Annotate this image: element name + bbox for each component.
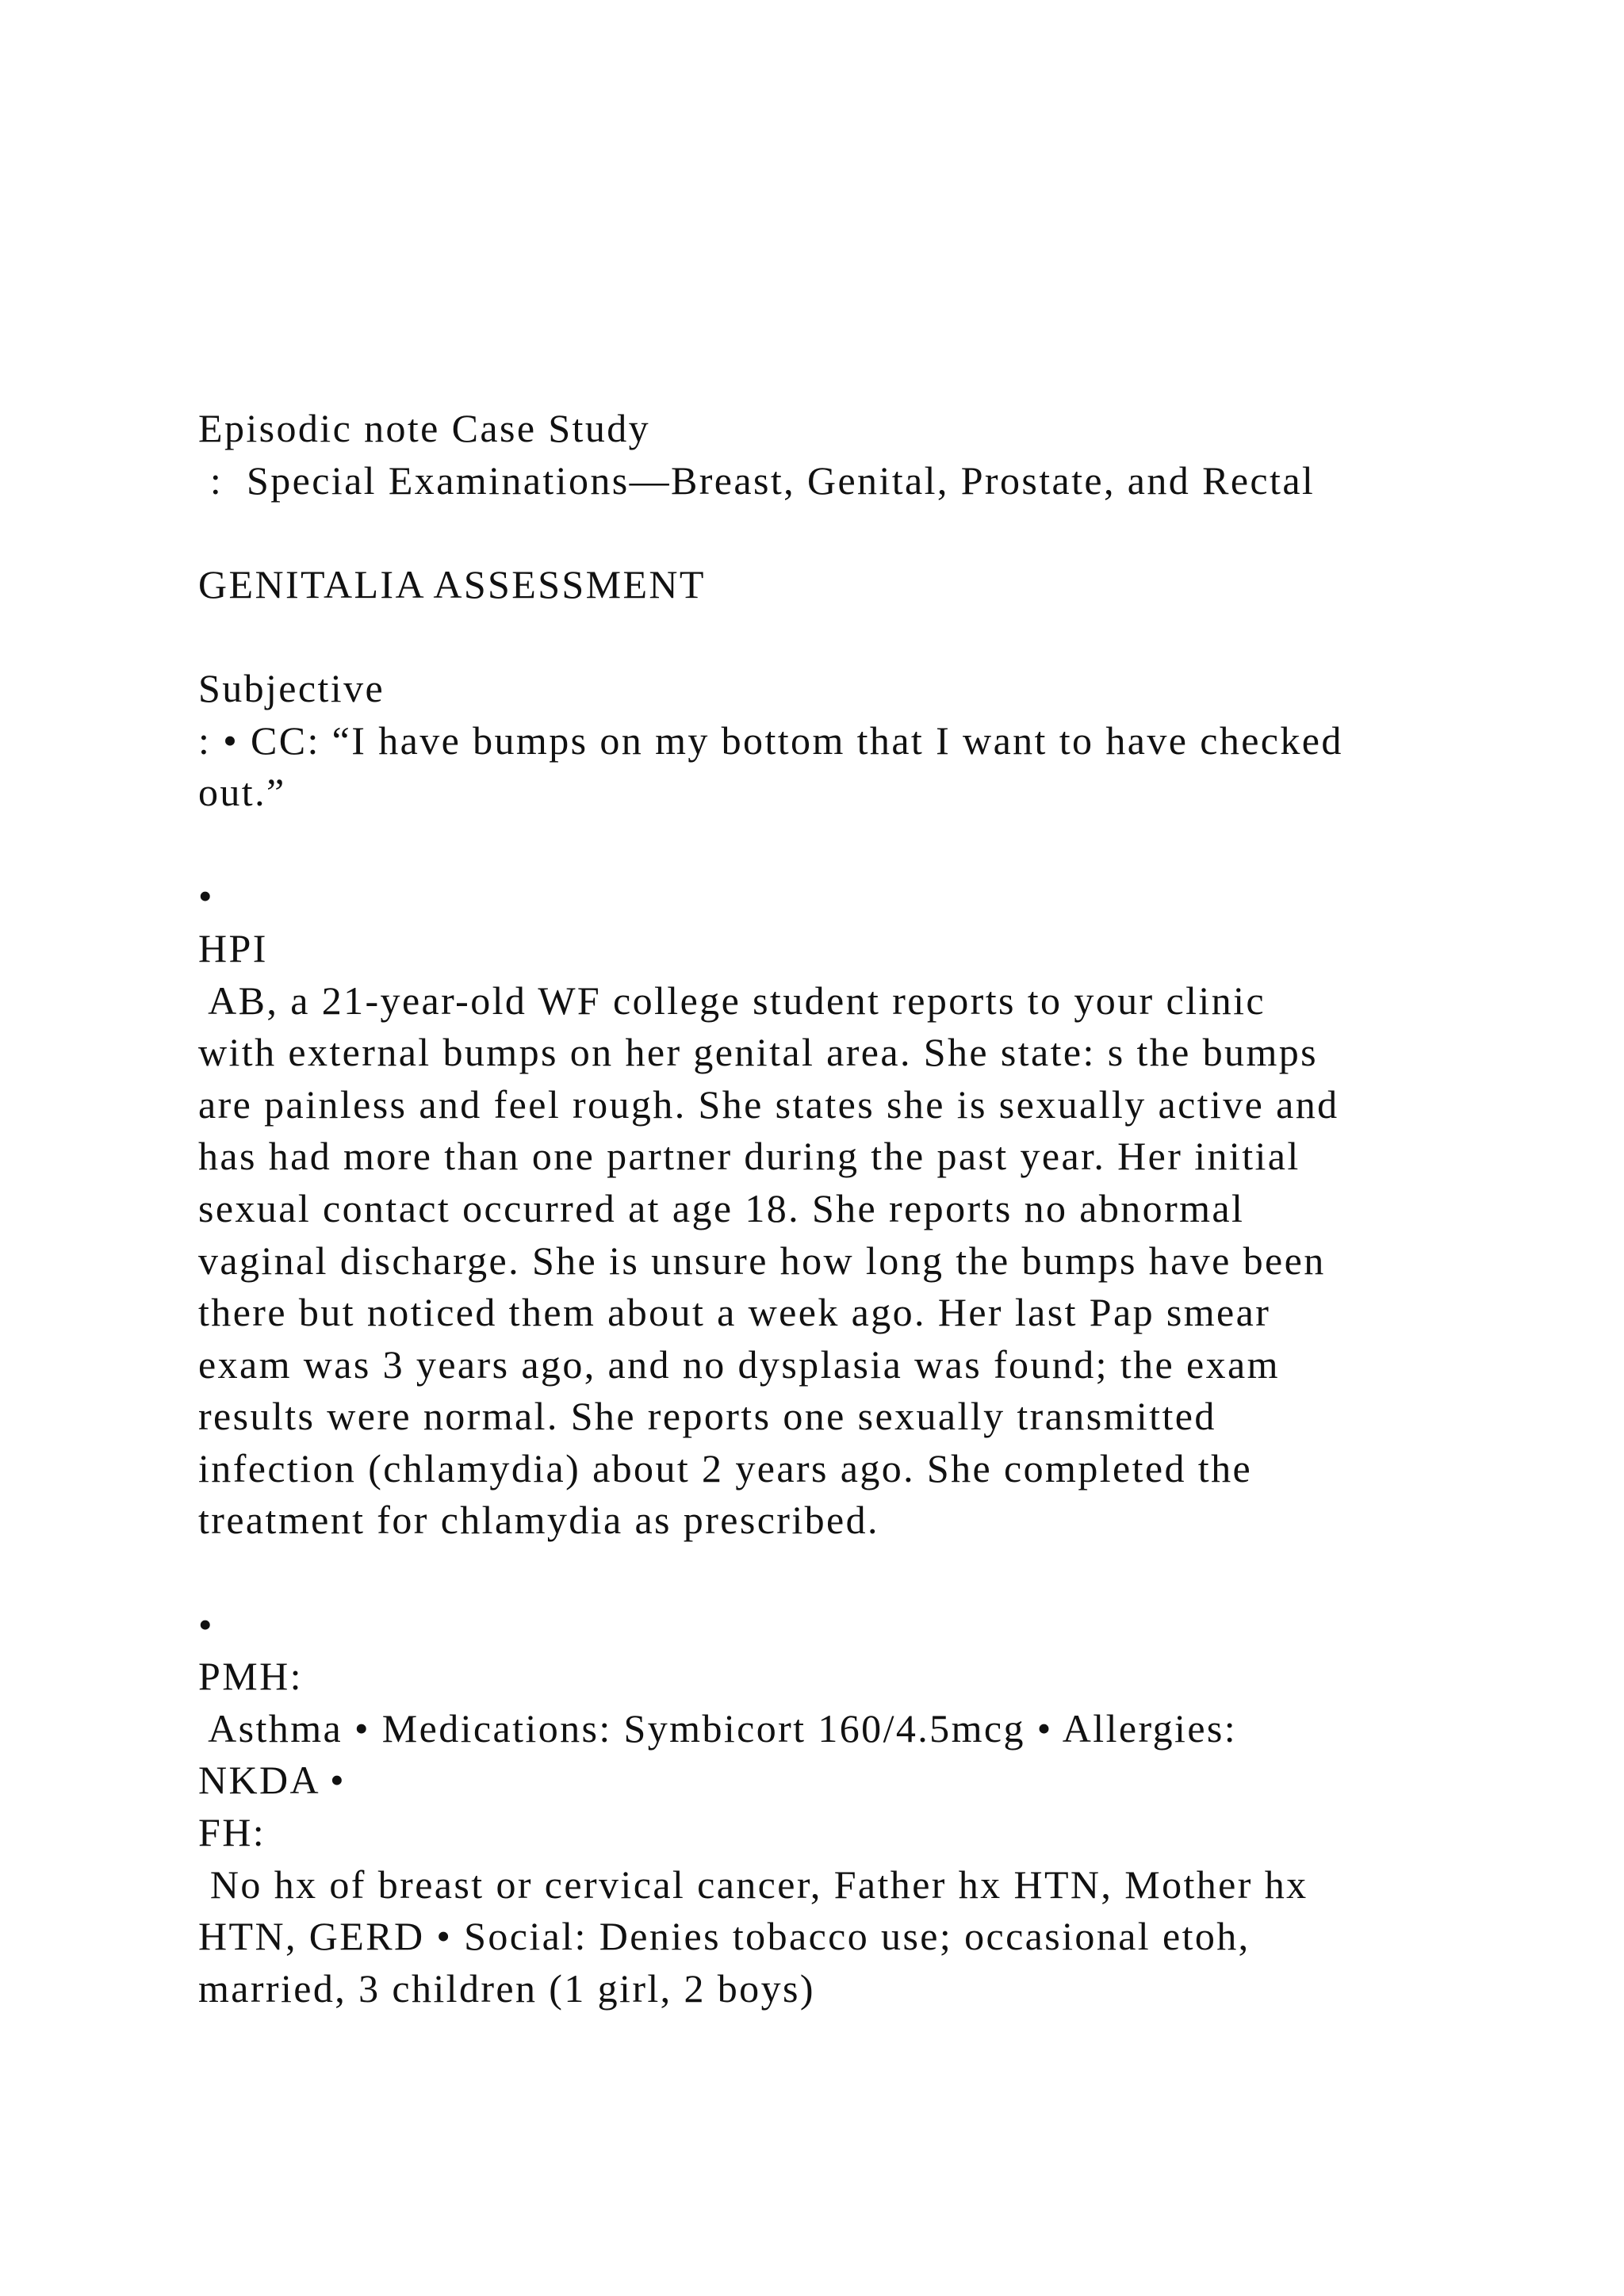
hpi-label: HPI (198, 925, 268, 970)
pmh-label: PMH: (198, 1654, 303, 1699)
section-heading: GENITALIA ASSESSMENT (198, 561, 706, 607)
document-body (198, 403, 1467, 2015)
pmh-line: Asthma • Medications: Symbicort 160/4.5mcg • Allergies: (198, 1705, 1238, 1751)
pmh-line: NKDA • (198, 1758, 347, 1803)
hpi-line: are painless and feel rough. She states she is sexually active and (198, 1081, 1339, 1127)
hpi-line: with external bumps on her genital area. She state: s the bumps (198, 1030, 1318, 1075)
cc-line: out.” (198, 770, 286, 815)
hpi-line: results were normal. She reports one sexually transmitted (198, 1394, 1216, 1439)
spacer (198, 819, 1467, 871)
document-title: Episodic note Case Study (198, 406, 651, 450)
fh-line: No hx of breast or cervical cancer, Father hx HTN, Mother hx (198, 1862, 1308, 1907)
hpi-line: exam was 3 years ago, and no dysplasia was found; the exam (198, 1341, 1280, 1387)
hpi-line: sexual contact occurred at age 18. She reports no abnormal (198, 1185, 1245, 1230)
hpi-line: treatment for chlamydia as prescribed. (198, 1498, 879, 1543)
hpi-line: has had more than one partner during the past year. Her initial (198, 1134, 1300, 1179)
spacer (198, 610, 1467, 663)
fh-label: FH: (198, 1810, 266, 1855)
hpi-line: infection (chlamydia) about 2 years ago. She completed the (198, 1445, 1253, 1490)
bullet: • (198, 874, 214, 919)
fh-line: married, 3 children (1 girl, 2 boys) (198, 1965, 815, 2011)
hpi-line: there but noticed them about a week ago. Her last Pap smear (198, 1290, 1271, 1335)
subjective-label: Subjective (198, 665, 385, 710)
spacer (198, 507, 1467, 559)
cc-line: : • CC: “I have bumps on my bottom that I want to have checked (198, 718, 1343, 763)
hpi-line: AB, a 21-year-old WF college student reports to your clinic (198, 978, 1266, 1023)
hpi-line: vaginal discharge. She is unsure how long the bumps have been (198, 1238, 1326, 1283)
document-subtitle: : Special Examinations—Breast, Genital, Prostate, and Rectal (198, 457, 1316, 503)
fh-line: HTN, GERD • Social: Denies tobacco use; occasional etoh, (198, 1914, 1251, 1959)
spacer (198, 1547, 1467, 1599)
bullet: • (198, 1601, 214, 1647)
